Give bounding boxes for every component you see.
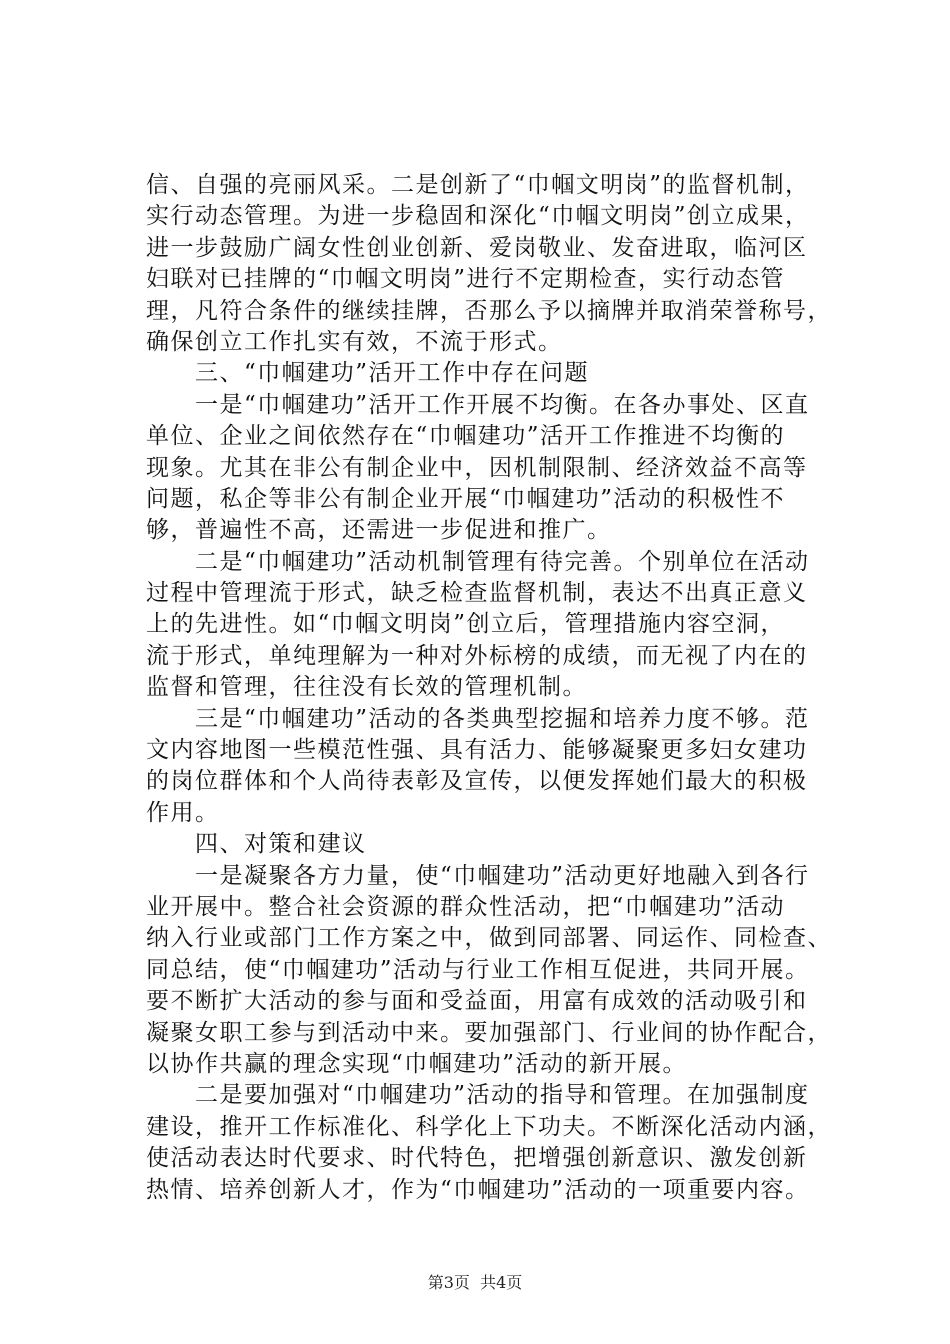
text-line: 上的先进性。如“巾帼文明岗”创立后，管理措施内容空洞， xyxy=(146,611,786,638)
text-line: 一是“巾帼建功”活开工作开展不均衡。在各办事处、区直 xyxy=(146,391,810,418)
text-line: 进一步鼓励广阔女性创业创新、爱岗敬业、发奋进取，临河区 xyxy=(146,234,808,261)
text-line: 建设，推开工作标准化、科学化上下功夫。不断深化活动内涵， xyxy=(146,1113,832,1140)
text-line: 够，普遍性不高，还需进一步促进和推广。 xyxy=(146,517,612,544)
text-line: 确保创立工作扎实有效，不流于形式。 xyxy=(146,328,563,355)
text-line: 流于形式，单纯理解为一种对外标榜的成绩，而无视了内在的 xyxy=(146,642,808,669)
page-number: 第3页 xyxy=(427,1273,470,1292)
text-line: 热情、培养创新人才，作为“巾帼建功”活动的一项重要内容。 xyxy=(146,1176,810,1203)
text-line: 监督和管理，往往没有长效的管理机制。 xyxy=(146,674,587,701)
footer-spacer xyxy=(470,1273,480,1292)
text-line: 一是凝聚各方力量，使“巾帼建功”活动更好地融入到各行 xyxy=(146,862,810,889)
text-line: 使活动表达时代要求、时代特色，把增强创新意识、激发创新 xyxy=(146,1145,808,1172)
text-line: 二是“巾帼建功”活动机制管理有待完善。个别单位在活动 xyxy=(146,548,810,575)
document-body xyxy=(146,170,832,1206)
text-line: 以协作共赢的理念实现“巾帼建功”活动的新开展。 xyxy=(146,1050,688,1077)
text-line: 的岗位群体和个人尚待表彰及宣传，以便发挥她们最大的积极 xyxy=(146,768,808,795)
text-line: 要不断扩大活动的参与面和受益面，用富有成效的活动吸引和 xyxy=(146,988,808,1015)
text-line: 实行动态管理。为进一步稳固和深化“巾帼文明岗”创立成果， xyxy=(146,203,810,230)
text-line: 纳入行业或部门工作方案之中，做到同部署、同运作、同检查、 xyxy=(146,925,832,952)
text-line: 业开展中。整合社会资源的群众性活动，把“巾帼建功”活动 xyxy=(146,893,786,920)
text-line: 妇联对已挂牌的“巾帼文明岗”进行不定期检查，实行动态管 xyxy=(146,266,786,293)
page-total: 共4页 xyxy=(480,1273,523,1292)
page-footer xyxy=(0,1273,950,1293)
text-line: 同总结，使“巾帼建功”活动与行业工作相互促进，共同开展。 xyxy=(146,956,810,983)
text-line: 文内容地图一些模范性强、具有活力、能够凝聚更多妇女建功 xyxy=(146,737,808,764)
text-line: 作用。 xyxy=(146,799,220,826)
text-line: 问题，私企等非公有制企业开展“巾帼建功”活动的积极性不 xyxy=(146,485,786,512)
text-line: 理，凡符合条件的继续挂牌，否那么予以摘牌并取消荣誉称号， xyxy=(146,297,832,324)
text-line: 信、自强的亮丽风采。二是创新了“巾帼文明岗”的监督机制， xyxy=(146,172,810,198)
text-line: 过程中管理流于形式，缺乏检查监督机制，表达不出真正意义 xyxy=(146,580,808,607)
text-line: 凝聚女职工参与到活动中来。要加强部门、行业间的协作配合， xyxy=(146,1019,832,1046)
section-heading: 三、“巾帼建功”活开工作中存在问题 xyxy=(146,360,590,387)
text-line: 单位、企业之间依然存在“巾帼建功”活开工作推进不均衡的 xyxy=(146,423,786,450)
text-line: 现象。尤其在非公有制企业中，因机制限制、经济效益不高等 xyxy=(146,454,808,481)
text-line: 二是要加强对“巾帼建功”活动的指导和管理。在加强制度 xyxy=(146,1082,810,1109)
section-heading: 四、对策和建议 xyxy=(146,831,367,858)
text-line: 三是“巾帼建功”活动的各类典型挖掘和培养力度不够。范 xyxy=(146,705,810,732)
